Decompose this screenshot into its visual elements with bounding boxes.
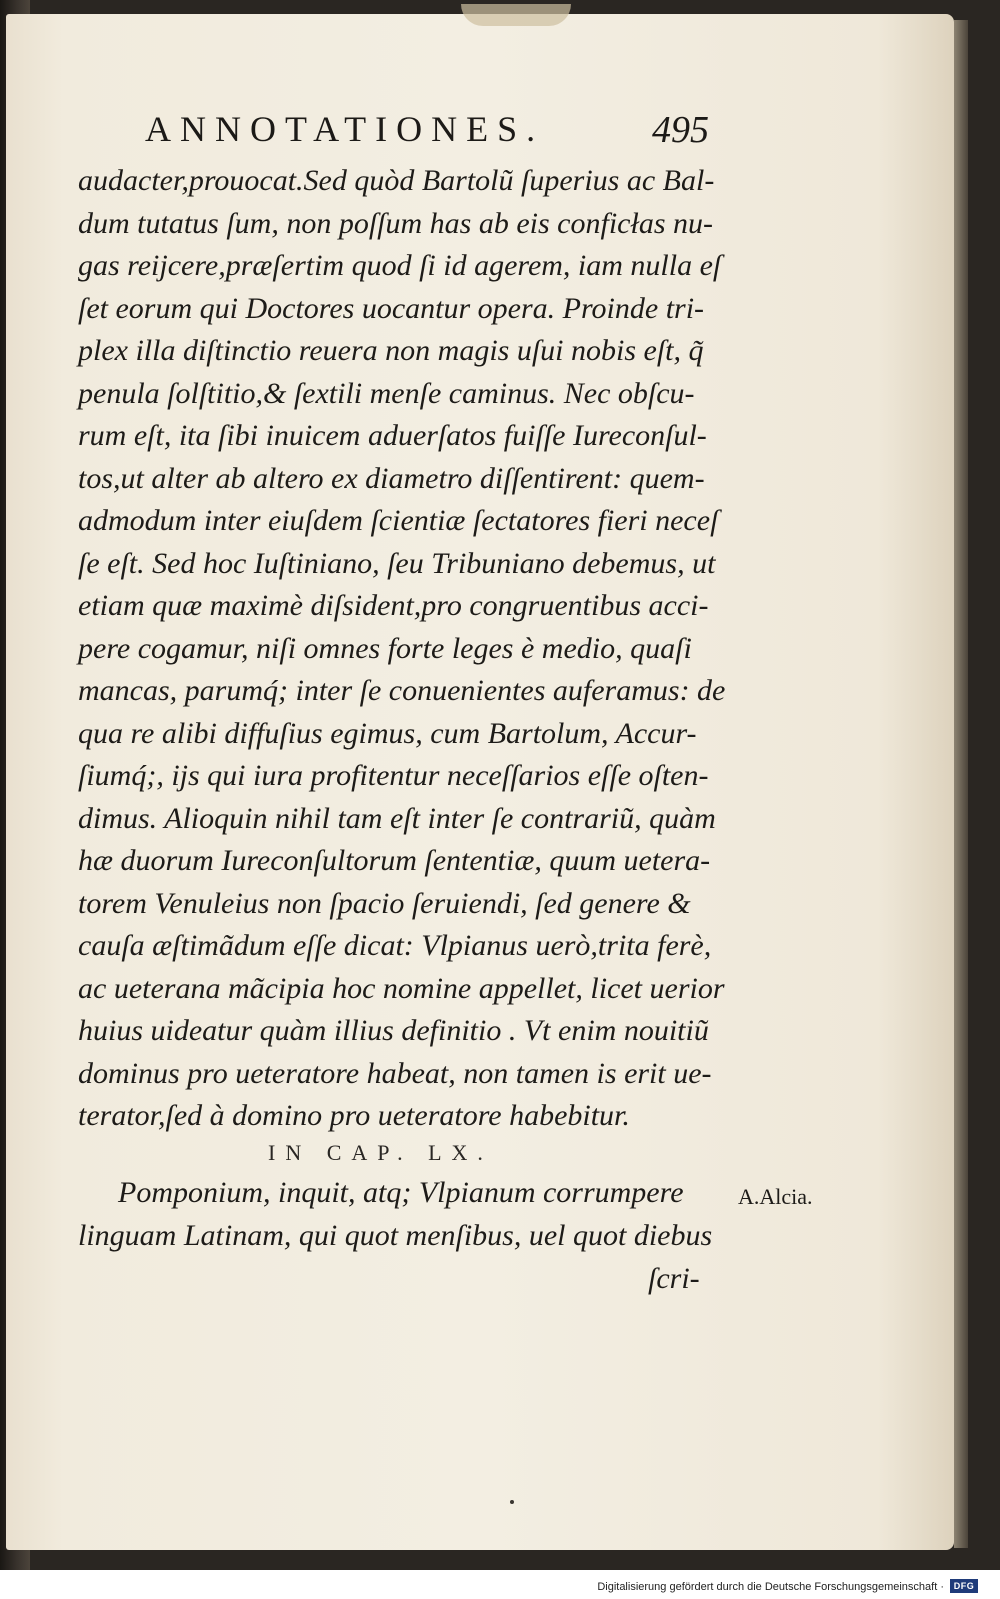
text-line: terator,ſed à domino pro ueteratore habebitur. — [78, 1099, 630, 1132]
text-line: huius uideatur quàm illius definitio . Vt enim nouitiũ — [78, 1014, 709, 1047]
text-line: audacter,prouocat.Sed quòd Bartolũ ſuperius ac Bal- — [78, 164, 715, 197]
text-line: Pomponium, inquit, atq; Vlpianum corrumpere — [118, 1176, 684, 1209]
text-line: dimus. Alioquin nihil tam eſt inter ſe contrariũ, quàm — [78, 801, 716, 835]
page-number: 495 — [652, 109, 709, 151]
marginal-note: A.Alcia. — [738, 1184, 813, 1209]
body-text — [78, 160, 728, 1138]
text-line: admodum inter eiuſdem ſcientiæ ſectatores fieri neceſ — [78, 504, 719, 537]
text-line: etiam quæ maximè diſsident,pro congruentibus acci- — [78, 589, 709, 622]
chapter-text — [78, 1172, 728, 1257]
ink-speck — [510, 1500, 514, 1504]
text-line: dominus pro ueteratore habeat, non tamen is erit ue- — [78, 1056, 712, 1090]
text-line: penula ſolſtitio,& ſextili menſe caminus. Nec obſcu- — [78, 376, 695, 410]
text-line: rum eſt, ita ſibi inuicem aduerſatos fuiſſe Iureconſul- — [78, 419, 707, 452]
text-line: ſiumq́;, ijs qui iura profitentur neceſſarios eſſe oſten- — [78, 759, 709, 792]
text-line: mancas, parumq́; inter ſe conuenientes auferamus: de — [78, 674, 726, 707]
text-line: qua re alibi diffuſius egimus, cum Bartolum, Accur- — [78, 716, 697, 750]
text-line: pere cogamur, niſi omnes forte leges è medio, quaſi — [78, 631, 692, 665]
text-line: plex illa diſtinctio reuera non magis uſui nobis eſt, q̃ — [78, 334, 704, 367]
text-line: cauſa æſtimãdum eſſe dicat: Vlpianus uerò,trita ferè, — [78, 929, 712, 962]
text-line: tos,ut alter ab altero ex diametro diſſentirent: quem- — [78, 461, 705, 495]
chapter-heading: IN CAP. LX. — [268, 1140, 493, 1165]
text-line: hæ duorum Iureconſultorum ſententiæ, quum uetera- — [78, 844, 711, 877]
page-edge — [954, 20, 968, 1548]
dfg-logo: DFG — [950, 1579, 978, 1593]
text-line: linguam Latinam, qui quot menſibus, uel quot diebus — [78, 1218, 713, 1252]
running-head: ANNOTATIONES. — [145, 109, 545, 149]
text-line: gas reijcere,præſertim quod ſi id agerem, iam nulla eſ — [78, 249, 722, 282]
text-line: ac ueterana mãcipia hoc nomine appellet, licet uerior — [78, 971, 725, 1005]
text-line: torem Venuleius non ſpacio ſeruiendi, ſed genere & — [78, 886, 691, 920]
footer-credit: Digitalisierung gefördert durch die Deutsche Forschungsgemeinschaft · — [597, 1581, 944, 1593]
text-line: ſet eorum qui Doctores uocantur opera. Proinde tri- — [78, 291, 705, 325]
text-line: dum tutatus ſum, non poſſum has ab eis conficłas nu- — [78, 206, 713, 240]
catchword: ſcri- — [648, 1262, 700, 1295]
text-line: ſe eſt. Sed hoc Iuſtiniano, ſeu Tribuniano debemus, ut — [78, 546, 716, 580]
